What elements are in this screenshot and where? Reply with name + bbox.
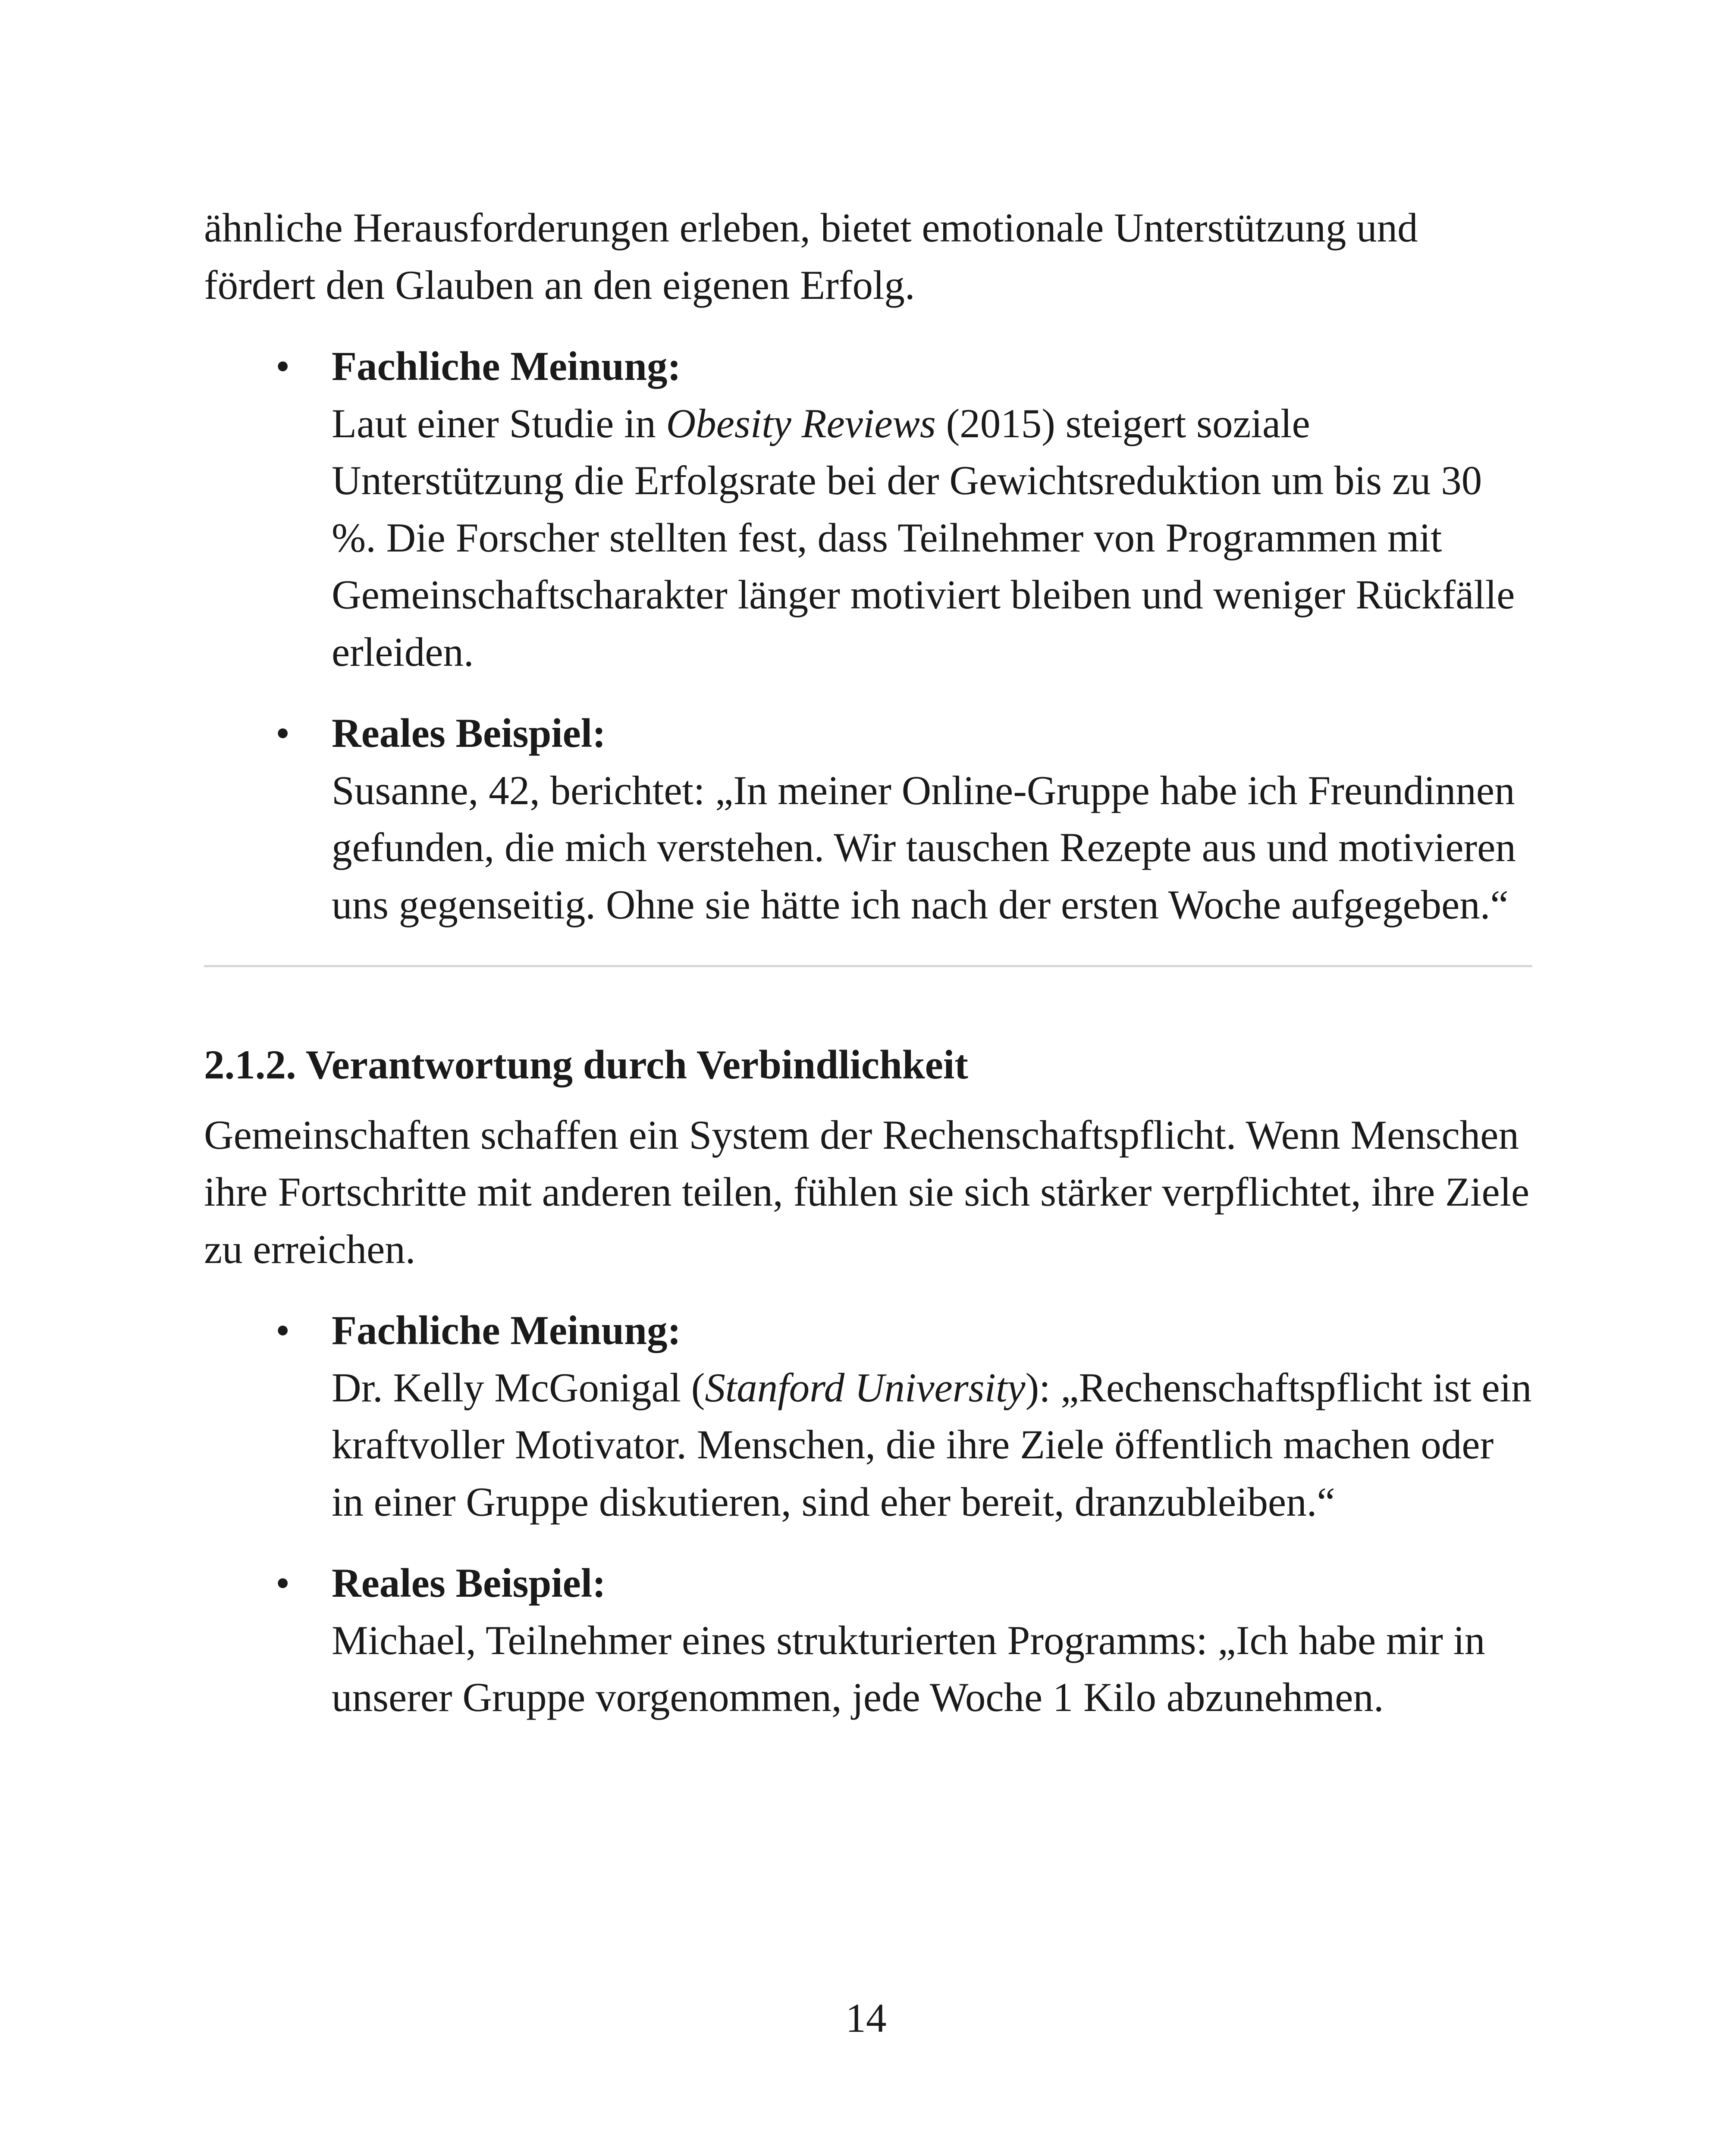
bullet-text: Laut einer Studie in Obesity Reviews (2015) steigert soziale Unterstützung die Erfolgsrate bei der Gewichtsreduktion um bis zu 30 %. Die Forscher stellten fest, dass Teilnehmer von Programmen mit Gemeinschaftscharakter länger motiviert bleiben und weniger Rückfälle erleiden. [332, 400, 1515, 675]
list-item [276, 705, 1532, 933]
journal-title: Obesity Reviews [666, 400, 936, 446]
bullet-label: Fachliche Meinung: [332, 1307, 681, 1353]
bullet-icon: • [276, 710, 290, 756]
bullet-label: Reales Beispiel: [332, 1560, 606, 1606]
page-content [204, 199, 1532, 1750]
bullet-text: Michael, Teilnehmer eines strukturierten Programms: „Ich habe mir in unserer Gruppe vorgenommen, jede Woche 1 Kilo abzunehmen. [332, 1617, 1485, 1720]
section2-bullet-list [204, 1302, 1532, 1726]
bullet-text: Dr. Kelly McGonigal (Stanford University): „Rechenschaftspflicht ist ein kraftvoller Motivator. Menschen, die ihre Ziele öffentlich machen oder in einer Gruppe diskutieren, sind eher bereit, dranzubleiben.“ [332, 1364, 1532, 1525]
section-heading: 2.1.2. Verantwortung durch Verbindlichkeit [204, 1042, 968, 1087]
bullet-text: Susanne, 42, berichtet: „In meiner Online-Gruppe habe ich Freundinnen gefunden, die mich verstehen. Wir tauschen Rezepte aus und motivieren uns gegenseitig. Ohne sie hätte ich nach der ersten Woche aufgegeben.“ [332, 767, 1516, 928]
bullet-icon: • [276, 343, 290, 389]
list-item [276, 338, 1532, 680]
section-intro-paragraph: Gemeinschaften schaffen ein System der Rechenschaftspflicht. Wenn Menschen ihre Fortschritte mit anderen teilen, fühlen sie sich stärker verpflichtet, ihre Ziele zu erreichen. [204, 1112, 1530, 1272]
list-item [276, 1554, 1532, 1726]
institution-name: Stanford University [705, 1364, 1026, 1410]
intro-paragraph: ähnliche Herausforderungen erleben, bietet emotionale Unterstützung und fördert den Glauben an den eigenen Erfolg. [204, 205, 1418, 308]
bullet-icon: • [276, 1307, 290, 1353]
section-divider [204, 965, 1532, 967]
bullet-label: Fachliche Meinung: [332, 343, 681, 389]
list-item [276, 1302, 1532, 1530]
bullet-icon: • [276, 1560, 290, 1606]
section1-bullet-list [204, 338, 1532, 933]
page-number: 14 [845, 1995, 887, 2041]
bullet-label: Reales Beispiel: [332, 710, 606, 756]
